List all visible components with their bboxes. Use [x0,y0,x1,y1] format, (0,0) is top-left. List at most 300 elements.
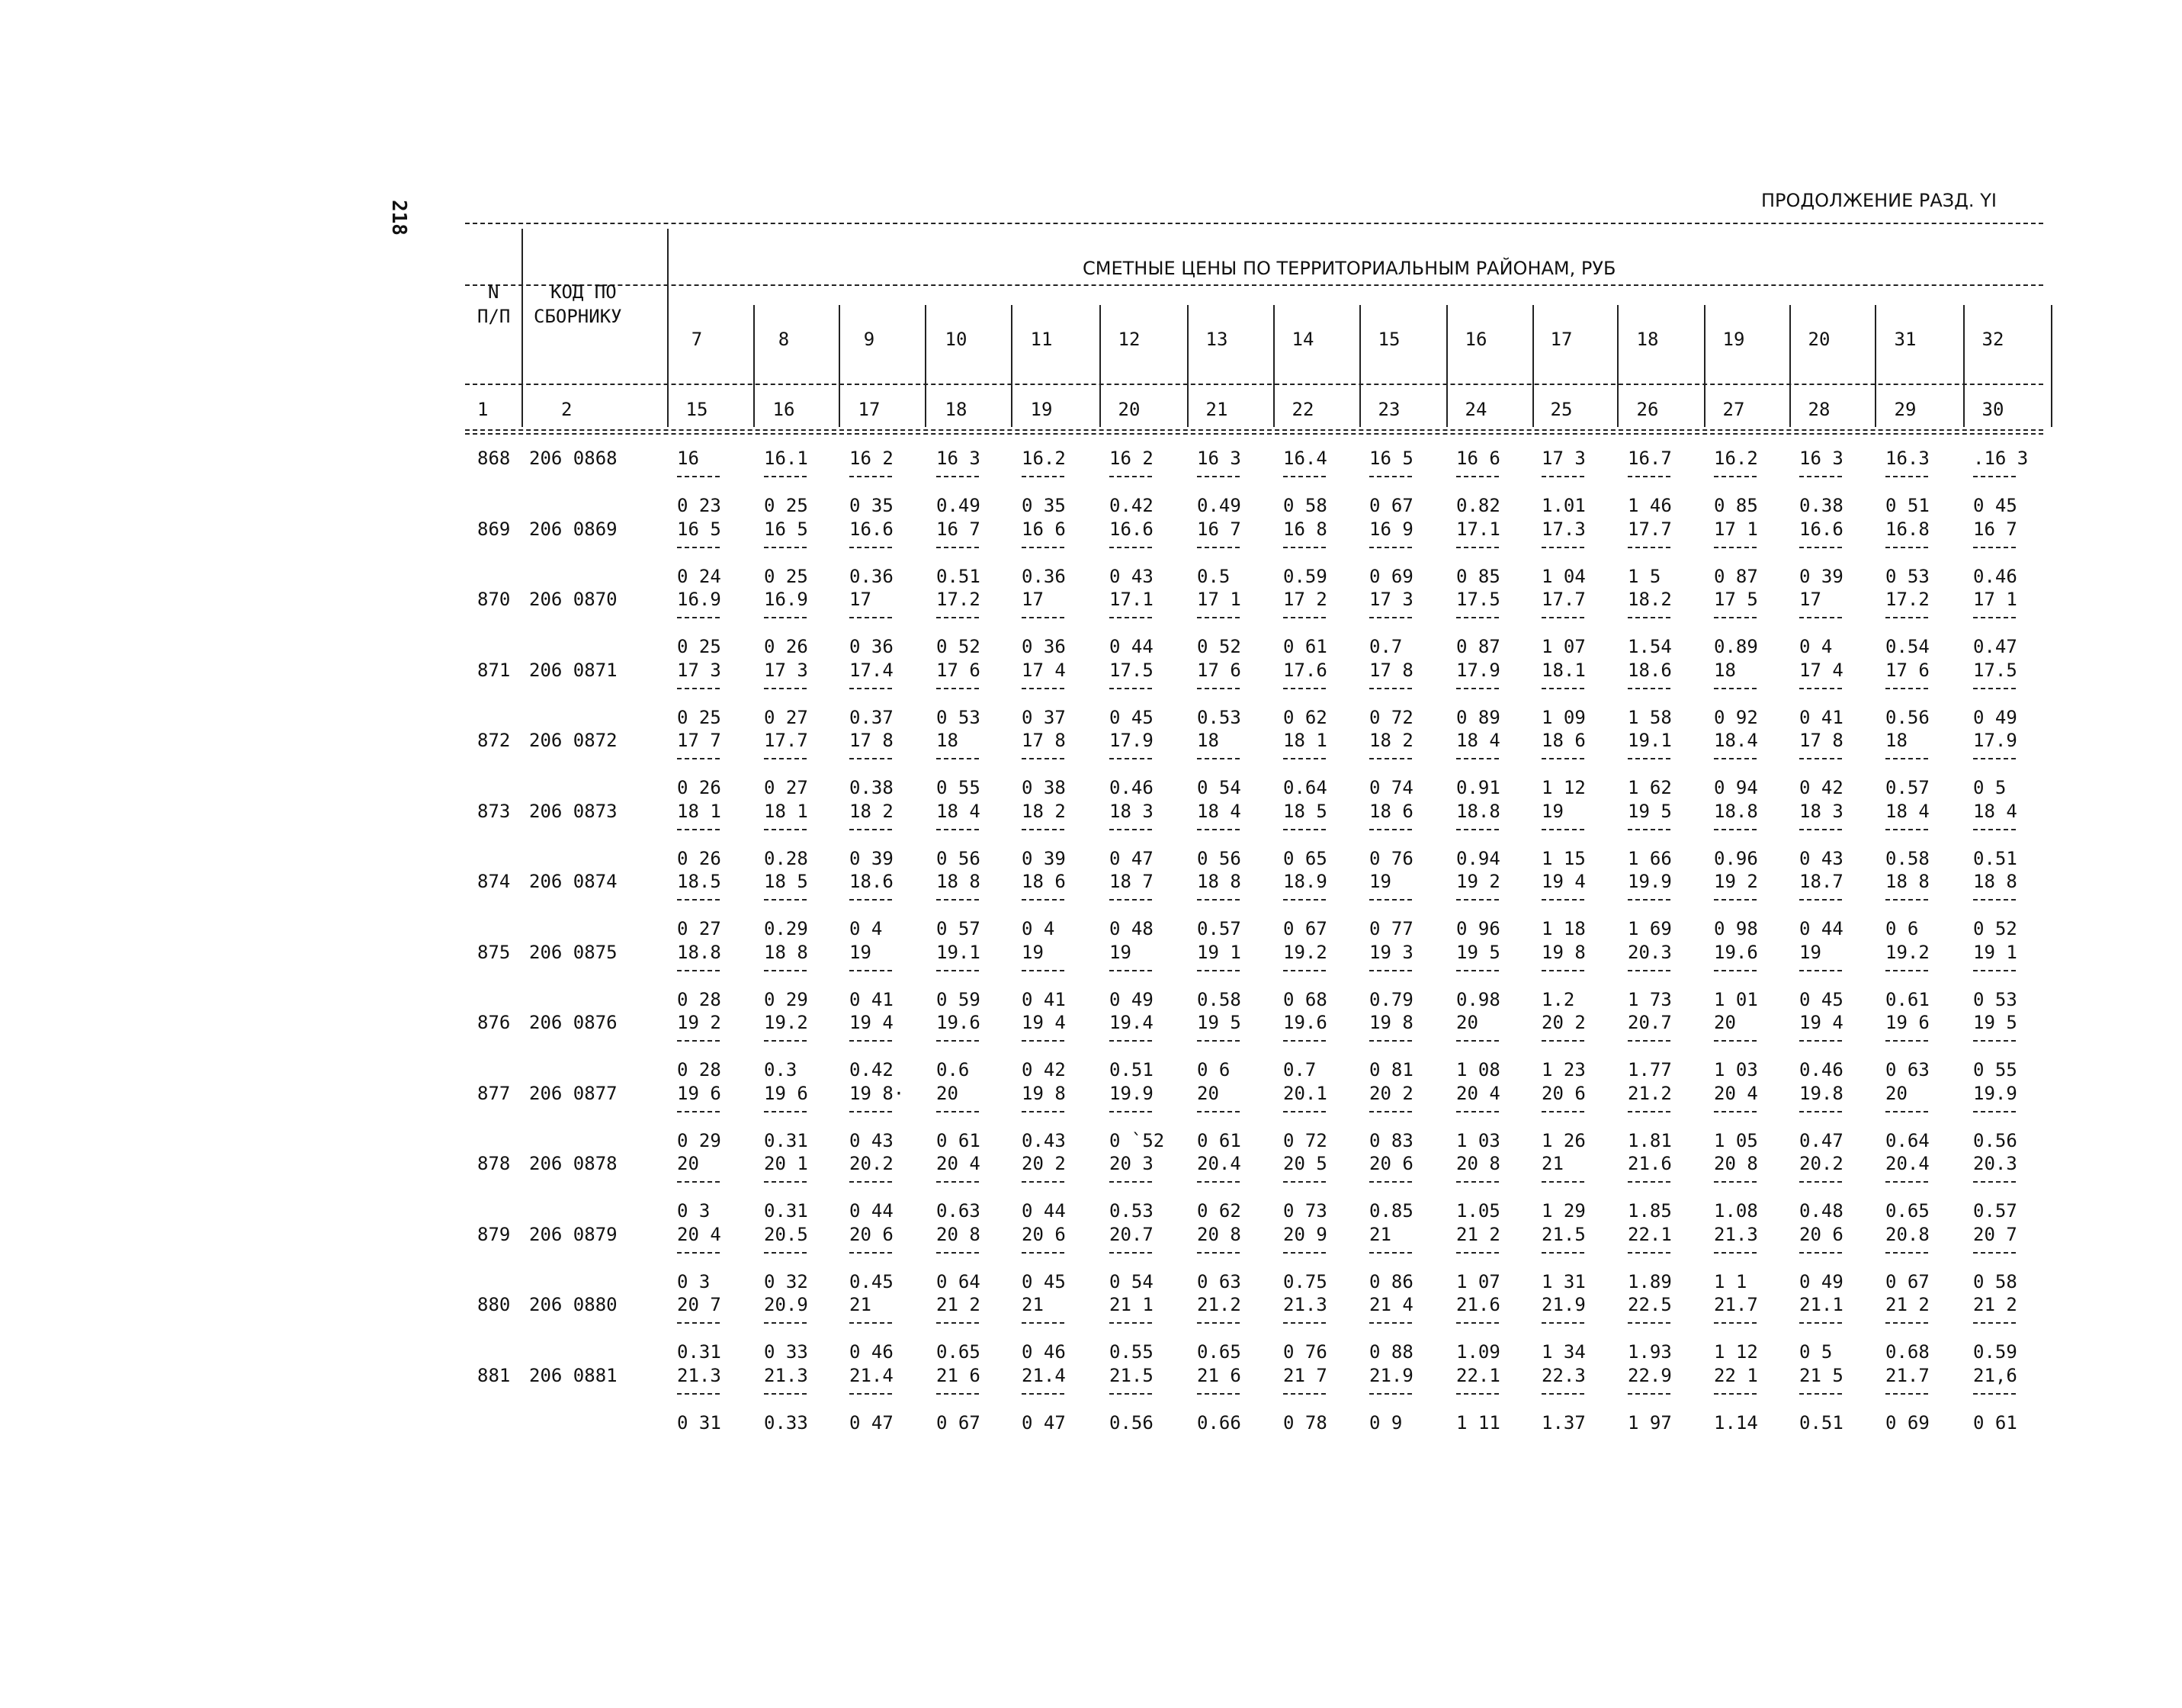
value-divider [1022,1252,1064,1254]
value-divider [849,476,892,477]
upper-value: 0.3 [764,1059,797,1080]
price-value: 17 [849,589,871,610]
upper-value: 1 04 [1542,565,1586,587]
price-value: 17.7 [764,730,808,751]
header-region-31: 31 [1894,329,1917,350]
upper-value: 0 88 [1369,1341,1413,1363]
value-divider [1456,1040,1499,1042]
index-20: 20 [1118,399,1141,420]
price-value: 18 4 [1197,800,1241,822]
upper-value: 0 54 [1109,1270,1154,1292]
header-region-11: 11 [1030,329,1053,350]
value-divider [1197,970,1240,971]
value-divider [1283,1040,1326,1042]
price-value: 17 7 [677,730,721,751]
value-divider [764,688,807,689]
value-divider [1369,617,1412,618]
price-value: 17 3 [764,659,808,681]
index-16: 16 [772,399,795,420]
value-divider [1109,1040,1152,1042]
price-value: 19.4 [1109,1012,1154,1033]
upper-value: 0.57 [1885,777,1930,798]
value-divider [1369,1181,1412,1183]
price-value: 16.6 [1109,518,1154,540]
price-value: 17 5 [1714,589,1758,610]
price-value: 18 1 [677,800,721,822]
value-divider [1714,1322,1757,1324]
upper-value: 0.68 [1885,1341,1930,1363]
value-divider [1197,1252,1240,1254]
upper-value: 0 56 [936,847,980,869]
value-divider [1456,899,1499,901]
upper-value: 0 43 [849,1129,894,1151]
upper-value: 0.7 [1369,636,1403,657]
row-code: 206 0875 [529,941,618,963]
upper-value: 0 36 [849,636,894,657]
value-divider [1369,547,1412,548]
price-value: 16 6 [1456,448,1500,469]
upper-value: 0 24 [677,565,721,587]
upper-value: 1.14 [1714,1411,1758,1434]
price-value: 21.2 [1197,1294,1241,1315]
value-divider [1197,688,1240,689]
price-value: 17 3 [1369,589,1413,610]
header-region-17: 17 [1550,329,1573,350]
value-divider [1197,1393,1240,1395]
price-value: 19 4 [1799,1012,1843,1033]
value-divider [764,1111,807,1112]
price-value: 21,6 [1973,1364,2017,1386]
price-value: 21.4 [1022,1364,1066,1386]
price-value: 19 6 [677,1082,721,1104]
value-divider [849,688,892,689]
upper-value: 0.42 [1109,495,1154,516]
price-value: 20 [936,1082,958,1104]
price-value: 20.7 [1109,1223,1154,1245]
value-divider [764,476,807,477]
upper-value: 0 54 [1197,777,1241,798]
vline-index-end [2051,393,2052,423]
value-divider [1456,970,1499,971]
upper-value: 0 26 [764,636,808,657]
price-value: 18.7 [1799,871,1843,892]
value-divider [764,758,807,759]
value-divider [1197,547,1240,548]
upper-value: 0.49 [936,495,980,516]
value-divider [1542,829,1584,830]
price-value: 20 [1456,1012,1478,1033]
upper-value: 0 47 [849,1411,894,1434]
price-value: 19.2 [764,1012,808,1033]
price-value: 18 4 [1456,730,1500,751]
price-value: 20.4 [1197,1153,1241,1174]
price-value: 17.2 [936,589,980,610]
value-divider [1973,970,2016,971]
value-divider [849,1111,892,1112]
price-value: 20 [1197,1082,1219,1104]
upper-value: 0 77 [1369,918,1413,939]
upper-value: 0 85 [1456,565,1500,587]
header-region-20: 20 [1808,329,1831,350]
value-divider [849,547,892,548]
value-divider [849,758,892,759]
upper-value: 0.31 [764,1200,808,1222]
value-divider [1973,1252,2016,1254]
price-value: 18 2 [849,800,894,822]
upper-value: 0 89 [1456,706,1500,728]
upper-value: 0 44 [849,1200,894,1222]
value-divider [849,970,892,971]
value-divider [677,688,720,689]
price-value: 18.8 [677,941,721,963]
value-divider [1973,476,2016,477]
upper-value: 0 46 [849,1341,894,1363]
index-15: 15 [685,399,708,420]
upper-value: 0.58 [1197,988,1241,1010]
price-value: 20 4 [1456,1082,1500,1104]
value-divider [1283,758,1326,759]
price-value: 20 8 [1456,1153,1500,1174]
value-divider [677,1393,720,1395]
price-value: 18.2 [1628,589,1672,610]
price-value: 16 5 [1369,448,1413,469]
upper-value: 1.77 [1628,1059,1672,1080]
upper-value: 0.36 [1022,565,1066,587]
upper-value: 0.51 [1799,1411,1843,1434]
value-divider [677,899,720,901]
upper-value: 0 45 [1799,988,1843,1010]
upper-value: 0.98 [1456,988,1500,1010]
value-divider [1714,899,1757,901]
index-25: 25 [1550,399,1573,420]
price-value: 16 9 [1369,518,1413,540]
price-value: 18 4 [936,800,980,822]
value-divider [1022,1322,1064,1324]
price-value: 21.9 [1369,1364,1413,1386]
upper-value: 0.7 [1283,1059,1317,1080]
upper-value: 0 69 [1885,1411,1930,1434]
price-value: 20.2 [1799,1153,1843,1174]
running-title: ПРОДОЛЖЕНИЕ РАЗД. YI [1761,190,1997,211]
value-divider [1022,547,1064,548]
row-number: 875 [477,941,511,963]
upper-value: 0 5 [1799,1341,1833,1363]
price-value: 20 8 [1197,1223,1241,1245]
price-value: 20 1 [764,1153,808,1174]
value-divider [1197,1181,1240,1183]
rule-top [465,223,2043,224]
value-divider [1369,1322,1412,1324]
value-divider [764,970,807,971]
value-divider [764,1181,807,1183]
upper-value: 0.57 [1197,918,1241,939]
value-divider [1799,617,1842,618]
value-divider [936,1393,979,1395]
upper-value: 0 33 [764,1341,808,1363]
value-divider [677,758,720,759]
upper-value: 0.46 [1799,1059,1843,1080]
upper-value: 0 4 [1022,918,1055,939]
value-divider [677,1040,720,1042]
index-30: 30 [1981,399,2004,420]
upper-value: 0 28 [677,1059,721,1080]
price-value: 22.3 [1542,1364,1586,1386]
upper-value: 1 18 [1542,918,1586,939]
price-value: 19 4 [1542,871,1586,892]
value-divider [849,1040,892,1042]
value-divider [1109,899,1152,901]
price-value: 18 1 [764,800,808,822]
price-value: 17.9 [1456,659,1500,681]
header-code-1: КОД ПО [550,281,617,303]
upper-value: 1.08 [1714,1200,1758,1222]
price-value: 19 [1542,800,1564,822]
price-value: 21 2 [936,1294,980,1315]
rule-index-2 [465,433,2043,435]
price-value: 20 4 [1714,1082,1758,1104]
upper-value: 0 51 [1885,495,1930,516]
value-divider [1542,1322,1584,1324]
price-value: 19 1 [1197,941,1241,963]
price-value: 16 7 [1973,518,2017,540]
value-divider [1628,1111,1670,1112]
value-divider [1197,829,1240,830]
upper-value: 1 15 [1542,847,1586,869]
price-value: 19.9 [1973,1082,2017,1104]
upper-value: 0 41 [849,988,894,1010]
value-divider [1799,1111,1842,1112]
price-value: 19 8 [1542,941,1586,963]
value-divider [1714,758,1757,759]
value-divider [1973,688,2016,689]
upper-value: 1.2 [1542,988,1575,1010]
index-19: 19 [1030,399,1053,420]
upper-value: 0 37 [1022,706,1066,728]
value-divider [1542,547,1584,548]
price-value: 20 7 [677,1294,721,1315]
value-divider [1799,688,1842,689]
upper-value: 0 49 [1973,706,2017,728]
price-value: 20 2 [1369,1082,1413,1104]
value-divider [1283,688,1326,689]
index-18: 18 [945,399,967,420]
upper-value: 0 98 [1714,918,1758,939]
value-divider [1973,758,2016,759]
value-divider [1628,1322,1670,1324]
row-number: 874 [477,871,511,892]
value-divider [1022,899,1064,901]
value-divider [1628,758,1670,759]
price-value: 21 1 [1109,1294,1154,1315]
price-value: 18.5 [677,871,721,892]
price-value: 20.5 [764,1223,808,1245]
value-divider [849,829,892,830]
upper-value: 0 76 [1369,847,1413,869]
value-divider [1283,1393,1326,1395]
upper-value: 1 34 [1542,1341,1586,1363]
upper-value: 0 61 [936,1129,980,1151]
price-value: 17.7 [1542,589,1586,610]
value-divider [1283,1322,1326,1324]
upper-value: 1.37 [1542,1411,1586,1434]
upper-value: 0.47 [1799,1129,1843,1151]
value-divider [1799,1181,1842,1183]
price-value: 17 1 [1197,589,1241,610]
price-value: 21.3 [1283,1294,1327,1315]
price-value: 20 6 [1369,1153,1413,1174]
upper-value: 0 72 [1283,1129,1327,1151]
value-divider [1197,476,1240,477]
upper-value: 0 42 [1022,1059,1066,1080]
price-value: 21 [849,1294,871,1315]
value-divider [1714,1111,1757,1112]
value-divider [1885,476,1928,477]
upper-value: 1.93 [1628,1341,1672,1363]
upper-value: 0.46 [1973,565,2017,587]
upper-value: 1.01 [1542,495,1586,516]
upper-value: 0.29 [764,918,808,939]
upper-value: 0.56 [1885,706,1930,728]
upper-value: 0.75 [1283,1270,1327,1292]
price-value: 16.2 [1714,448,1758,469]
price-value: 20 6 [849,1223,894,1245]
price-value: 17.1 [1456,518,1500,540]
value-divider [1022,970,1064,971]
header-region-9: 9 [863,329,875,350]
price-value: 17.1 [1109,589,1154,610]
upper-value: 0.31 [677,1341,721,1363]
price-value: 16.3 [1885,448,1930,469]
upper-value: 0 43 [1109,565,1154,587]
price-value: 21.6 [1628,1153,1672,1174]
upper-value: 1 1 [1714,1270,1747,1292]
upper-value: 1.09 [1456,1341,1500,1363]
value-divider [936,1322,979,1324]
value-divider [1628,476,1670,477]
value-divider [677,547,720,548]
value-divider [1369,476,1412,477]
price-value: 16.1 [764,448,808,469]
price-value: .16 3 [1973,448,2029,469]
upper-value: 0 63 [1197,1270,1241,1292]
price-value: 20 8 [1714,1153,1758,1174]
upper-value: 0 41 [1799,706,1843,728]
price-value: 21.3 [677,1364,721,1386]
price-value: 20 2 [1542,1012,1586,1033]
price-value: 18.6 [1628,659,1672,681]
price-value: 21 [1369,1223,1391,1245]
upper-value: 0.49 [1197,495,1241,516]
upper-value: 0 47 [1022,1411,1066,1434]
value-divider [764,1040,807,1042]
value-divider [1109,1393,1152,1395]
value-divider [1456,476,1499,477]
price-value: 17 6 [936,659,980,681]
upper-value: 0.48 [1799,1200,1843,1222]
price-value: 17.9 [1973,730,2017,751]
price-value: 17 2 [1283,589,1327,610]
upper-value: 0.79 [1369,988,1413,1010]
upper-value: 0 41 [1022,988,1066,1010]
price-value: 17 8 [1022,730,1066,751]
price-value: 17 [1022,589,1044,610]
rule-group [465,284,2043,286]
price-value: 17 8 [1369,659,1413,681]
header-region-19: 19 [1722,329,1745,350]
value-divider [1628,829,1670,830]
value-divider [1799,547,1842,548]
index-27: 27 [1722,399,1745,420]
upper-value: 0 6 [1197,1059,1231,1080]
upper-value: 0.47 [1973,636,2017,657]
upper-value: 0 92 [1714,706,1758,728]
upper-value: 0.53 [1109,1200,1154,1222]
row-code: 206 0868 [529,448,618,469]
header-region-32: 32 [1981,329,2004,350]
index-2: 2 [561,399,573,420]
upper-value: 0.53 [1197,706,1241,728]
upper-value: 0 45 [1109,706,1154,728]
price-value: 18 3 [1799,800,1843,822]
value-divider [1542,1111,1584,1112]
price-value: 16 6 [1022,518,1066,540]
value-divider [1973,899,2016,901]
value-divider [936,1181,979,1183]
value-divider [1456,617,1499,618]
upper-value: 0 26 [677,777,721,798]
upper-value: 0 `52 [1109,1129,1165,1151]
row-number: 871 [477,659,511,681]
upper-value: 0.54 [1885,636,1930,657]
value-divider [1885,1111,1928,1112]
price-value: 18 4 [1885,800,1930,822]
row-code: 206 0869 [529,518,618,540]
value-divider [936,1252,979,1254]
upper-value: 0 25 [764,495,808,516]
upper-value: 0 47 [1109,847,1154,869]
price-value: 17 6 [1197,659,1241,681]
index-26: 26 [1636,399,1659,420]
value-divider [1714,1252,1757,1254]
price-value: 19 [849,941,871,963]
upper-value: 1 12 [1714,1341,1758,1363]
value-divider [1973,617,2016,618]
price-value: 16.8 [1885,518,1930,540]
price-value: 17.5 [1973,659,2017,681]
upper-value: 0.5 [1197,565,1231,587]
price-value: 20 8 [936,1223,980,1245]
upper-value: 0 43 [1799,847,1843,869]
price-value: 18 8 [1885,871,1930,892]
header-region-13: 13 [1205,329,1228,350]
price-value: 16.6 [849,518,894,540]
price-value: 18.4 [1714,730,1758,751]
upper-value: 0.64 [1885,1129,1930,1151]
upper-value: 0.46 [1109,777,1154,798]
price-value: 21.1 [1799,1294,1843,1315]
price-value: 18 3 [1109,800,1154,822]
upper-value: 0 38 [1022,777,1066,798]
price-value: 20.7 [1628,1012,1672,1033]
price-value: 19.9 [1628,871,1672,892]
value-divider [1542,688,1584,689]
upper-value: 0 3 [677,1200,711,1222]
upper-value: 0 9 [1369,1411,1403,1434]
value-divider [764,1393,807,1395]
value-divider [1799,758,1842,759]
value-divider [677,476,720,477]
value-divider [1109,758,1152,759]
